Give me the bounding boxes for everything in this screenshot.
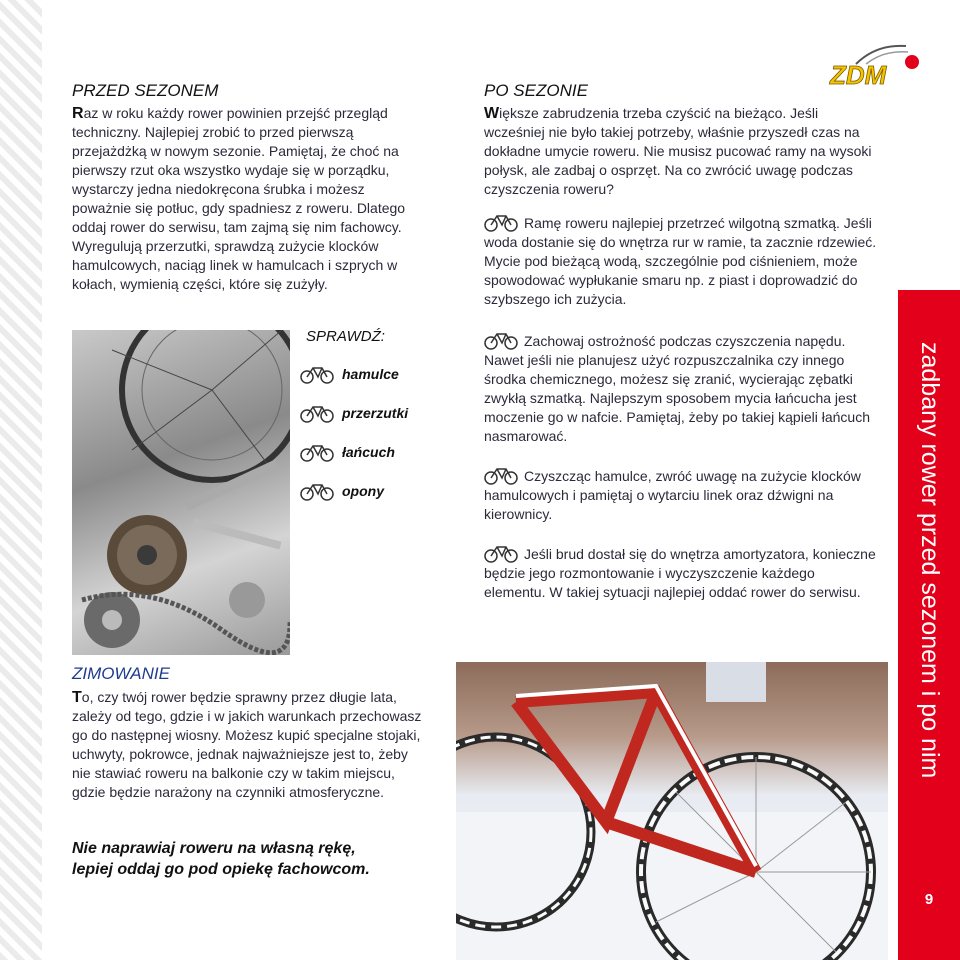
snowy-bike-photo bbox=[456, 662, 888, 960]
check-item-hamulce: hamulce bbox=[300, 364, 399, 384]
tire-tread-decoration bbox=[0, 0, 42, 960]
zimowanie-heading: ZIMOWANIE bbox=[72, 664, 170, 683]
bicycle-icon bbox=[300, 481, 334, 501]
zdm-logo bbox=[826, 42, 922, 92]
red-sidebar bbox=[898, 290, 960, 960]
tip-brakes: Czyszcząc hamulce, zwróć uwagę na zużycie klocków hamulcowych i pamiętaj o wytarciu linek oraz dźwigni na kierownicy. bbox=[484, 465, 878, 524]
po-sezonie-heading: PO SEZONIE bbox=[484, 81, 588, 100]
tip-suspension: Jeśli brud dostał się do wnętrza amortyzatora, konieczne będzie jego rozmontowanie i wyczyszczenie każdego elementu. W takiej sytuacji najlepiej oddać rower do serwisu. bbox=[484, 543, 878, 602]
bicycle-icon bbox=[300, 442, 334, 462]
zimowanie-text: To, czy twój rower będzie sprawny przez długie lata, zależy od tego, gdzie i w jakich warunkach przechowasz go do następnej wiosny. Możesz kupić specjalne stojaki, uchwyty, pokrowce, jednak najważniejsze jest to, żeby nie stawiać roweru na balkonie czy w takim miejscu, gdzie będzie narażony na czynniki atmosferyczne. bbox=[72, 689, 422, 800]
bicycle-icon bbox=[484, 330, 518, 350]
check-item-przerzutki: przerzutki bbox=[300, 403, 408, 423]
sprawdz-title: SPRAWDŹ: bbox=[306, 328, 385, 345]
bicycle-icon bbox=[484, 212, 518, 232]
bicycle-icon bbox=[484, 465, 518, 485]
przed-sezonem-text: Raz w roku każdy rower powinien przejść przegląd techniczny. Najlepiej zrobić to przed pierwszą przejażdżką w nowym sezonie. Pamiętaj, że choć na pierwszy rzut oka wszystko wydaje się w porządku, wystarczy jedna niedokręcona śrubka i możesz poważnie się potłuc, gdy spadniesz z roweru. Dlatego oddaj rower do serwisu, tam zajmą się nim fachowcy. Wyregulują przerzutki, sprawdzą zużycie klocków hamulcowych, naciąg linek w hamulcach i szprych w kołach, wymienią części, które się zużyły. bbox=[72, 105, 406, 292]
logo-text: ZDM bbox=[830, 60, 887, 90]
bike-parts-photo bbox=[72, 330, 290, 655]
po-sezonie-text: Większe zabrudzenia trzeba czyścić na bieżąco. Jeśli wcześniej nie było takiej potrzeby, właśnie przyszedł czas na dokładne umycie roweru. Nie musisz pucować ramy na wysoki połysk, ale zadbaj o osprzęt. Na co zwrócić uwagę podczas czyszczenia roweru? bbox=[484, 105, 872, 197]
page-number: 9 bbox=[924, 891, 934, 908]
check-item-opony: opony bbox=[300, 481, 384, 501]
przed-sezonem-heading: PRZED SEZONEM bbox=[72, 81, 219, 100]
drop-cap-w: W bbox=[484, 105, 500, 122]
drop-cap-t: T bbox=[72, 689, 82, 706]
drop-cap-r: R bbox=[72, 105, 84, 122]
sidebar-title: zadbany rower przed sezonem i po nim bbox=[916, 341, 944, 779]
bicycle-icon bbox=[300, 364, 334, 384]
warning-text: Nie naprawiaj roweru na własną rękę, lepiej oddaj go pod opiekę fachowcom. bbox=[72, 840, 370, 878]
bicycle-icon bbox=[300, 403, 334, 423]
tip-frame: Ramę roweru najlepiej przetrzeć wilgotną szmatką. Jeśli woda dostanie się do wnętrza rur w ramie, ta zacznie rdzewieć. Mycie pod bieżącą wodą, szczególnie pod ciśnieniem, może spowodować wypłukanie smaru np. z piast i doprowadzić do szybszego ich zużycia. bbox=[484, 212, 878, 309]
tip-drive: Zachowaj ostrożność podczas czyszczenia napędu. Nawet jeśli nie planujesz użyć rozpuszczalnika czy innego środka chemicznego, możesz się zranić, wycierając zębatki zwykłą szmatką. Najlepszym sposobem mycia łańcucha jest moczenie go w nafcie. Pamiętaj, żeby po takiej kąpieli łańcuch nasmarować. bbox=[484, 330, 878, 446]
bicycle-icon bbox=[484, 543, 518, 563]
check-item-lancuch: łańcuch bbox=[300, 442, 395, 462]
